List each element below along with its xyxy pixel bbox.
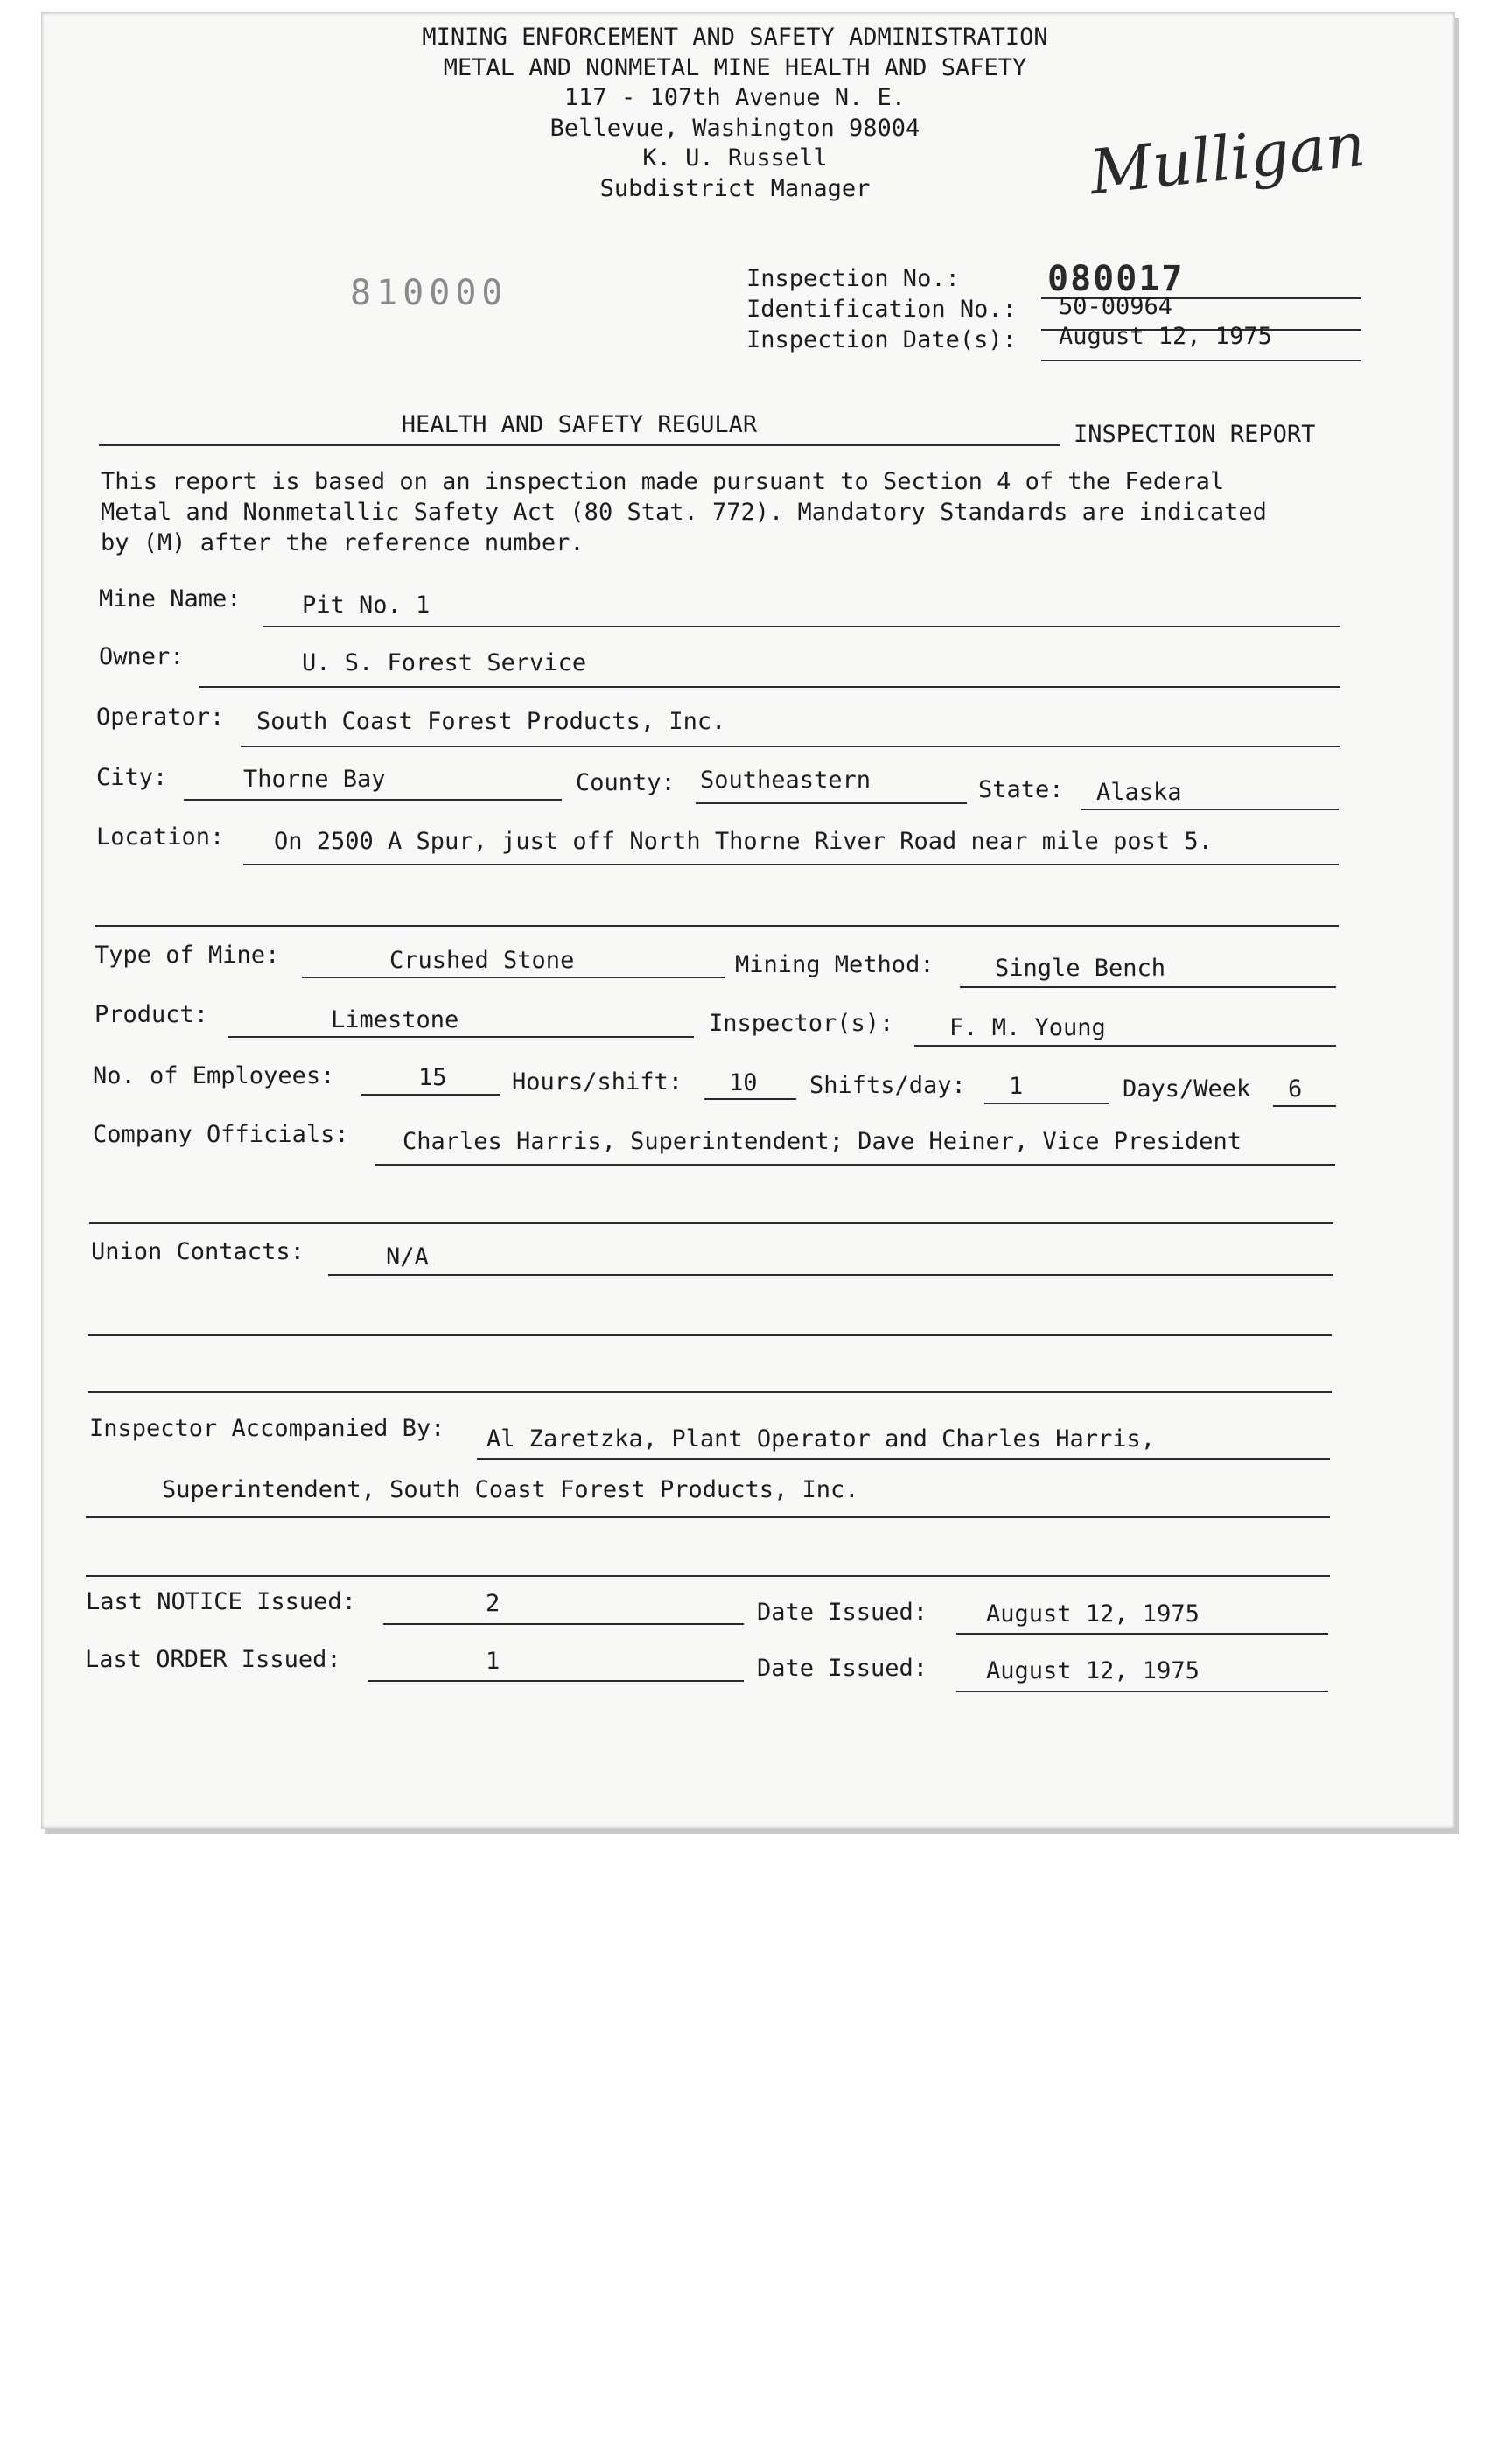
owner-value: U. S. Forest Service	[302, 649, 587, 676]
state-label: State:	[978, 776, 1064, 803]
mining-method-value: Single Bench	[995, 955, 1166, 982]
product-line	[228, 1036, 694, 1038]
shifts-label: Shifts/day:	[809, 1072, 966, 1099]
officials-line	[374, 1164, 1335, 1166]
city-line	[184, 799, 562, 801]
shifts-line	[984, 1102, 1110, 1104]
notice-date-value: August 12, 1975	[986, 1600, 1200, 1628]
notice-date-label: Date Issued:	[757, 1599, 928, 1626]
union-extra-line-1	[88, 1334, 1332, 1336]
county-line	[696, 802, 967, 804]
employees-value: 15	[418, 1064, 447, 1091]
inspector-line	[914, 1045, 1336, 1046]
inspection-date-line	[1041, 360, 1362, 361]
manager-title: Subdistrict Manager	[599, 175, 871, 202]
type-of-mine-value: Crushed Stone	[389, 947, 575, 974]
last-order-line	[368, 1680, 744, 1682]
last-notice-line	[383, 1623, 744, 1625]
operator-value: South Coast Forest Products, Inc.	[256, 708, 726, 735]
location-line	[243, 864, 1339, 865]
hours-label: Hours/shift:	[512, 1068, 683, 1096]
location-label: Location:	[96, 823, 225, 850]
accompanied-line-3	[86, 1575, 1330, 1577]
owner-line	[200, 686, 1340, 688]
mine-name-line	[262, 626, 1340, 627]
identification-no-value: 50-00964	[1059, 293, 1173, 320]
mine-name-value: Pit No. 1	[302, 592, 430, 619]
report-type: HEALTH AND SAFETY REGULAR	[401, 411, 758, 438]
identification-no-label: Identification No.:	[746, 296, 1017, 323]
agency-name: MINING ENFORCEMENT AND SAFETY ADMINISTRATION	[422, 24, 1048, 51]
city-value: Thorne Bay	[243, 766, 386, 793]
inspector-value: F. M. Young	[949, 1014, 1106, 1041]
report-type-line	[99, 444, 1060, 446]
last-notice-value: 2	[486, 1590, 500, 1617]
product-value: Limestone	[331, 1006, 459, 1033]
accompanied-line-1	[477, 1458, 1330, 1460]
type-of-mine-label: Type of Mine:	[94, 942, 280, 969]
last-notice-label: Last NOTICE Issued:	[86, 1588, 356, 1615]
accompanied-label: Inspector Accompanied By:	[89, 1415, 445, 1442]
handwritten-signature: Mulligan	[1086, 108, 1368, 209]
officials-value: Charles Harris, Superintendent; Dave Heiner, Vice President	[402, 1128, 1242, 1155]
location-value: On 2500 A Spur, just off North Thorne River Road near mile post 5.	[274, 828, 1213, 855]
hours-line	[704, 1098, 796, 1100]
order-date-value: August 12, 1975	[986, 1657, 1200, 1684]
accompanied-line-2	[86, 1516, 1330, 1518]
employees-label: No. of Employees:	[93, 1062, 335, 1089]
last-order-value: 1	[486, 1648, 500, 1675]
division-name: METAL AND NONMETAL MINE HEALTH AND SAFETY	[443, 54, 1027, 81]
operator-line	[241, 746, 1340, 747]
union-contacts-value: N/A	[386, 1243, 429, 1270]
hours-value: 10	[729, 1069, 758, 1096]
union-contacts-label: Union Contacts:	[91, 1238, 304, 1265]
mining-method-line	[960, 986, 1336, 988]
state-value: Alaska	[1096, 779, 1182, 806]
intro-line-3: by (M) after the reference number.	[101, 529, 584, 556]
days-line	[1273, 1105, 1336, 1107]
inspection-date-label: Inspection Date(s):	[746, 326, 1017, 354]
inspection-no-label: Inspection No.:	[746, 265, 960, 292]
inspection-date-value: August 12, 1975	[1059, 323, 1272, 350]
inspector-label: Inspector(s):	[709, 1010, 894, 1037]
union-extra-line-2	[88, 1391, 1332, 1393]
days-label: Days/Week	[1123, 1075, 1251, 1102]
city-address: Bellevue, Washington 98004	[550, 115, 920, 142]
city-label: City:	[96, 764, 168, 791]
days-value: 6	[1288, 1075, 1303, 1102]
order-date-line	[956, 1690, 1328, 1692]
owner-label: Owner:	[99, 643, 185, 670]
county-label: County:	[576, 769, 676, 796]
mining-method-label: Mining Method:	[735, 951, 934, 978]
state-line	[1081, 808, 1339, 810]
intro-line-2: Metal and Nonmetallic Safety Act (80 Stat. 772). Mandatory Standards are indicated	[101, 499, 1267, 526]
inspection-no-value: 080017	[1047, 259, 1185, 299]
officials-label: Company Officials:	[93, 1121, 349, 1148]
county-value: Southeastern	[700, 766, 872, 794]
officials-extra-line	[89, 1222, 1334, 1224]
product-label: Product:	[94, 1001, 209, 1028]
accompanied-value-line2: Superintendent, South Coast Forest Products, Inc.	[162, 1476, 859, 1503]
last-order-label: Last ORDER Issued:	[85, 1646, 341, 1673]
employees-line	[360, 1094, 500, 1096]
manager-name: K. U. Russell	[642, 144, 828, 172]
shifts-value: 1	[1009, 1073, 1024, 1100]
report-title: INSPECTION REPORT	[1074, 421, 1316, 448]
intro-line-1: This report is based on an inspection made pursuant to Section 4 of the Federal	[101, 468, 1225, 495]
mine-name-label: Mine Name:	[99, 585, 242, 612]
street-address: 117 - 107th Avenue N. E.	[564, 84, 906, 111]
location-extra-line	[94, 925, 1339, 927]
union-contacts-line	[328, 1274, 1333, 1276]
operator-label: Operator:	[96, 704, 225, 731]
notice-date-line	[956, 1633, 1328, 1634]
type-of-mine-line	[302, 976, 724, 978]
order-date-label: Date Issued:	[757, 1655, 928, 1682]
accompanied-value-line1: Al Zaretzka, Plant Operator and Charles Harris,	[486, 1425, 1156, 1452]
stamp-number: 810000	[350, 273, 508, 313]
